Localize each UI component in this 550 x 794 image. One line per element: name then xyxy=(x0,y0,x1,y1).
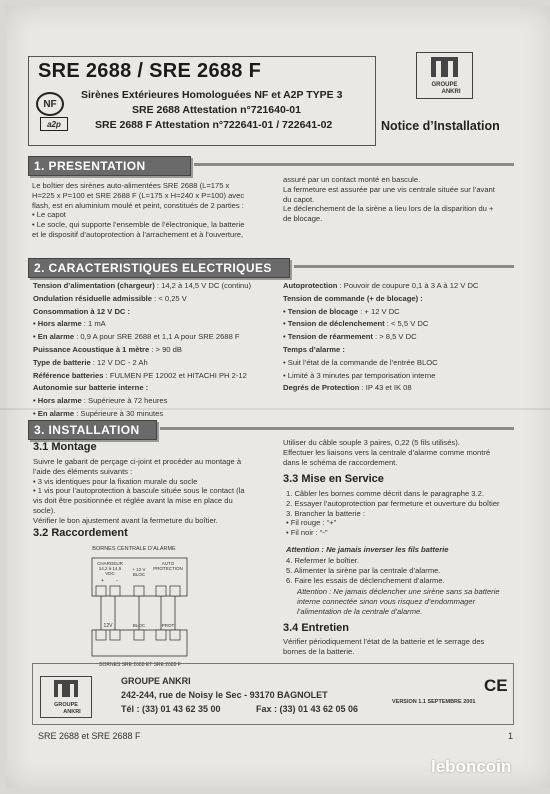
spec-value: : 12 V DC - 2 Ah xyxy=(90,357,148,367)
spec-label: Consommation à 12 V DC : xyxy=(33,306,131,316)
spec-row xyxy=(33,293,251,306)
spec-value: : 1 mA xyxy=(81,319,106,329)
terminal-12v: 12V xyxy=(103,623,113,629)
diagram-top-label: BORNES CENTRALE D’ALARME xyxy=(92,546,176,552)
raccordement-right-text xyxy=(283,438,490,467)
label-chargeur-v: 14,2 à 14,5 xyxy=(98,566,122,571)
spec-row xyxy=(33,280,251,293)
diagram-bottom-label: BORNES SRE 2688 ET SRE 2688 F xyxy=(99,662,181,668)
spec-label: Tension de commande (+ de blocage) : xyxy=(283,293,423,303)
spec-row xyxy=(283,306,478,319)
presentation-right-text xyxy=(283,175,495,224)
spec-value: : Pouvoir de coupure 0,1 à 3 A à 12 V DC xyxy=(337,281,479,290)
section-installation-header: 3. INSTALLATION xyxy=(28,420,157,440)
logo-text-ankri: ANKRI xyxy=(441,89,461,95)
raccordement-title: 3.2 Raccordement xyxy=(33,527,128,539)
spec-row xyxy=(33,306,251,319)
spec-label: Référence batteries xyxy=(33,370,104,380)
leboncoin-watermark: leboncoin xyxy=(431,757,512,776)
notice-title: Notice d’Installation xyxy=(381,119,500,133)
ankri-logo-icon xyxy=(417,53,472,98)
presentation-line: du capot. xyxy=(283,194,315,204)
label-chargeur: CHARGEUR xyxy=(97,561,123,566)
presentation-left-text xyxy=(32,181,244,240)
section-caracteristiques-header: 2. CARACTERISTIQUES ELECTRIQUES xyxy=(28,258,290,278)
spec-value: : IP 43 et IK 08 xyxy=(359,383,412,393)
footer-logo-groupe: GROUPE xyxy=(54,702,78,708)
spec-row xyxy=(33,318,251,331)
spec-label: • Tension de réarmement xyxy=(283,332,373,342)
terminal-prot: PROT xyxy=(161,623,175,628)
spec-label: • Tension de blocage xyxy=(283,306,359,316)
spec-label: • Hors alarme xyxy=(33,396,82,406)
subtitle-attestation-sre2688f: SRE 2688 F Attestation n°722641-01 / 722641-02 xyxy=(95,119,333,131)
attention-line: Attention : Ne jamais déclencher une sirène sans sa batterie xyxy=(297,587,500,596)
spec-row xyxy=(283,344,478,357)
page-number: 1 xyxy=(508,731,514,741)
spec-row xyxy=(283,357,478,370)
presentation-line: de blocage. xyxy=(283,214,323,224)
spec-label: Tension d’alimentation (chargeur) xyxy=(33,281,155,290)
spec-label: Temps d’alarme : xyxy=(283,344,345,354)
groupe-ankri-logo xyxy=(416,52,473,99)
presentation-line: et le dispositif d’autoprotection à l’arrachement et à l’ouverture, xyxy=(32,229,244,239)
spec-row xyxy=(33,370,251,383)
montage-title: 3.1 Montage xyxy=(33,441,97,453)
spec-value: : < 0,25 V xyxy=(152,293,187,303)
presentation-line: Le boîtier des sirènes auto-alimentées SRE 2688 (L=175 x xyxy=(32,181,230,190)
spec-label: Degrés de Protection xyxy=(283,383,360,393)
spec-label: Type de batterie xyxy=(33,357,91,367)
montage-line: • 3 vis identiques pour la fixation murale du socle xyxy=(33,476,198,486)
label-auto: AUTO xyxy=(161,561,175,566)
raccordement-line: Effectuer les liaisons vers la centrale d’alarme comme montré xyxy=(283,447,491,457)
label-protection: PROTECTION xyxy=(153,566,183,571)
attention-line: l’alimentation de la centrale d’alarme. xyxy=(297,606,423,616)
attention-batterie: Attention : Ne jamais inverser les fils batterie xyxy=(286,545,449,554)
montage-line: l’aide des éléments suivants : xyxy=(33,466,133,476)
wiring-diagram xyxy=(82,544,222,672)
subtitle-homologation: Sirènes Extérieures Homologuées NF et A2P TYPE 3 xyxy=(81,89,343,101)
ce-mark: CE xyxy=(484,676,508,695)
doc-name-footer: SRE 2688 et SRE 2688 F xyxy=(38,731,141,741)
entretien-line: Vérifier périodiquement l’état de la batterie et le serrage des xyxy=(283,637,485,646)
raccordement-line: Utiliser du câble souple 3 paires, 0,22 (5 fils utilisés). xyxy=(283,438,460,447)
spec-value: : + 12 V DC xyxy=(358,306,400,316)
spec-row xyxy=(283,370,478,383)
nf-logo: NF xyxy=(36,92,64,116)
product-title: SRE 2688 / SRE 2688 F xyxy=(38,60,262,82)
entretien-title: 3.4 Entretien xyxy=(283,622,350,634)
spec-label: Ondulation résiduelle admissible xyxy=(33,293,152,303)
spec-label: • En alarme xyxy=(33,408,75,418)
label-bloc: BLOC xyxy=(132,572,146,577)
presentation-line: Le déclenchement de la sirène a lieu lors de la disparition du + xyxy=(283,204,494,214)
montage-line: • 1 vis pour l’autoprotection à bascule située sous le contact (la xyxy=(33,486,245,496)
footer-fax: Fax : (33) 01 43 62 05 06 xyxy=(256,704,359,714)
terminal-bloc: BLOC xyxy=(132,623,146,628)
mise-en-service-steps-2 xyxy=(286,556,445,585)
section-divider xyxy=(194,163,514,166)
spec-value: : > 90 dB xyxy=(149,344,182,354)
logo-text-groupe: GROUPE xyxy=(431,82,458,88)
spec-row xyxy=(283,331,478,344)
spec-row xyxy=(283,382,478,395)
spec-value: : 14,2 à 14,5 V DC (continu) xyxy=(154,281,252,290)
montage-line: vis doit être positionnée et réglée avant la mise en place du xyxy=(33,496,233,506)
spec-value: : Supérieure à 30 minutes xyxy=(74,408,164,418)
a2p-logo: a2p xyxy=(40,117,68,131)
footer-version: VERSION 1.1 SEPTEMBRE 2001 xyxy=(392,699,476,705)
label-bloc-v: + 12 V xyxy=(132,567,146,572)
spec-label: • Tension de déclenchement xyxy=(283,319,385,329)
spec-value: : > 8,5 V DC xyxy=(372,332,417,342)
mise-en-service-line: • Fil noir : “-” xyxy=(286,528,328,538)
ankri-logo-icon xyxy=(41,677,91,717)
montage-line: Vérifier le bon ajustement avant la fermeture du boîtier. xyxy=(33,515,218,525)
spec-label: • En alarme xyxy=(33,332,75,342)
spec-value: : < 5,5 V DC xyxy=(384,319,429,329)
presentation-line: H=225 x P=100 et SRE 2688 F (L=175 x H=240 x P=100) avec xyxy=(32,190,245,200)
spec-row xyxy=(33,344,251,357)
label-vdc: VDC xyxy=(105,571,115,576)
subtitle-attestation-sre2688: SRE 2688 Attestation n°721640-01 xyxy=(132,104,301,116)
attention-line: interne connectée sinon vous risquez d’endommager xyxy=(297,596,476,606)
label-plus: + xyxy=(101,578,104,584)
spec-row xyxy=(33,408,251,421)
spec-value: • Suit l’état de la commande de l’entrée BLOC xyxy=(283,357,438,367)
entretien-line: bornes de la batterie. xyxy=(283,646,355,656)
spec-row xyxy=(283,293,478,306)
mise-en-service-line: 4. Refermer le boîtier. xyxy=(286,556,360,565)
spec-row xyxy=(33,331,251,344)
mise-en-service-line: 1. Câbler les bornes comme décrit dans le paragraphe 3.2. xyxy=(286,489,484,498)
section-divider xyxy=(294,265,514,268)
presentation-line: flash, est en aluminium moulé et peint, constitués de 2 parties : xyxy=(32,200,244,210)
mise-en-service-title: 3.3 Mise en Service xyxy=(283,473,384,485)
raccordement-line: dans le schéma de raccordement. xyxy=(283,457,398,467)
caracteristiques-left xyxy=(33,280,251,421)
spec-value: : FULMEN PE 12002 et HITACHI PH 2-12 xyxy=(103,370,247,380)
mise-en-service-line: 3. Brancher la batterie : xyxy=(286,508,365,518)
spec-row xyxy=(33,395,251,408)
montage-line: Suivre le gabarit de perçage ci-joint et procéder au montage à xyxy=(33,457,242,466)
spec-label: • Hors alarme xyxy=(33,319,82,329)
spec-row xyxy=(283,318,478,331)
caracteristiques-right xyxy=(283,280,478,395)
spec-value: • Limité à 3 minutes par temporisation interne xyxy=(283,370,436,380)
mise-en-service-steps xyxy=(286,489,500,538)
footer-tel: Tél : (33) 01 43 62 35 00 xyxy=(121,704,221,714)
presentation-line: • Le capot xyxy=(32,210,66,220)
entretien-text xyxy=(283,637,484,657)
spec-label: Puissance Acoustique à 1 mètre xyxy=(33,344,150,354)
mise-en-service-line: 5. Alimenter la sirène par la centrale d’alarme. xyxy=(286,565,441,575)
mise-en-service-line: 6. Faire les essais de déclenchement d’alarme. xyxy=(286,575,445,585)
footer-logo-ankri: ANKRI xyxy=(63,709,81,715)
spec-row xyxy=(33,382,251,395)
mise-en-service-line: • Fil rouge : “+” xyxy=(286,518,337,528)
spec-value: : Supérieure à 72 heures xyxy=(81,396,168,406)
label-minus: - xyxy=(116,578,118,584)
footer-groupe-ankri-logo xyxy=(40,676,92,718)
montage-line: socle). xyxy=(33,505,56,515)
presentation-line: • Le socle, qui supporte l’ensemble de l’électronique, la batterie xyxy=(32,220,245,230)
section-divider xyxy=(160,427,514,430)
attention-centrale xyxy=(297,587,500,616)
section-presentation-header: 1. PRESENTATION xyxy=(28,156,191,176)
spec-label: Autoprotection xyxy=(283,281,338,290)
footer-company: GROUPE ANKRI xyxy=(121,676,191,686)
montage-text xyxy=(33,457,245,526)
footer-address: 242-244, rue de Noisy le Sec - 93170 BAGNOLET xyxy=(121,690,328,700)
presentation-line: assuré par un contact monté en bascule. xyxy=(283,175,421,184)
spec-value: : 0,9 A pour SRE 2688 et 1,1 A pour SRE 2688 F xyxy=(74,332,240,342)
spec-label: Autonomie sur batterie interne : xyxy=(33,383,149,393)
spec-row xyxy=(33,357,251,370)
spec-row xyxy=(283,280,478,293)
mise-en-service-line: 2. Essayer l’autoprotection par fermeture et ouverture du boîtier xyxy=(286,498,500,508)
presentation-line: La fermeture est assurée par une vis centrale située sur l’avant xyxy=(283,184,495,194)
